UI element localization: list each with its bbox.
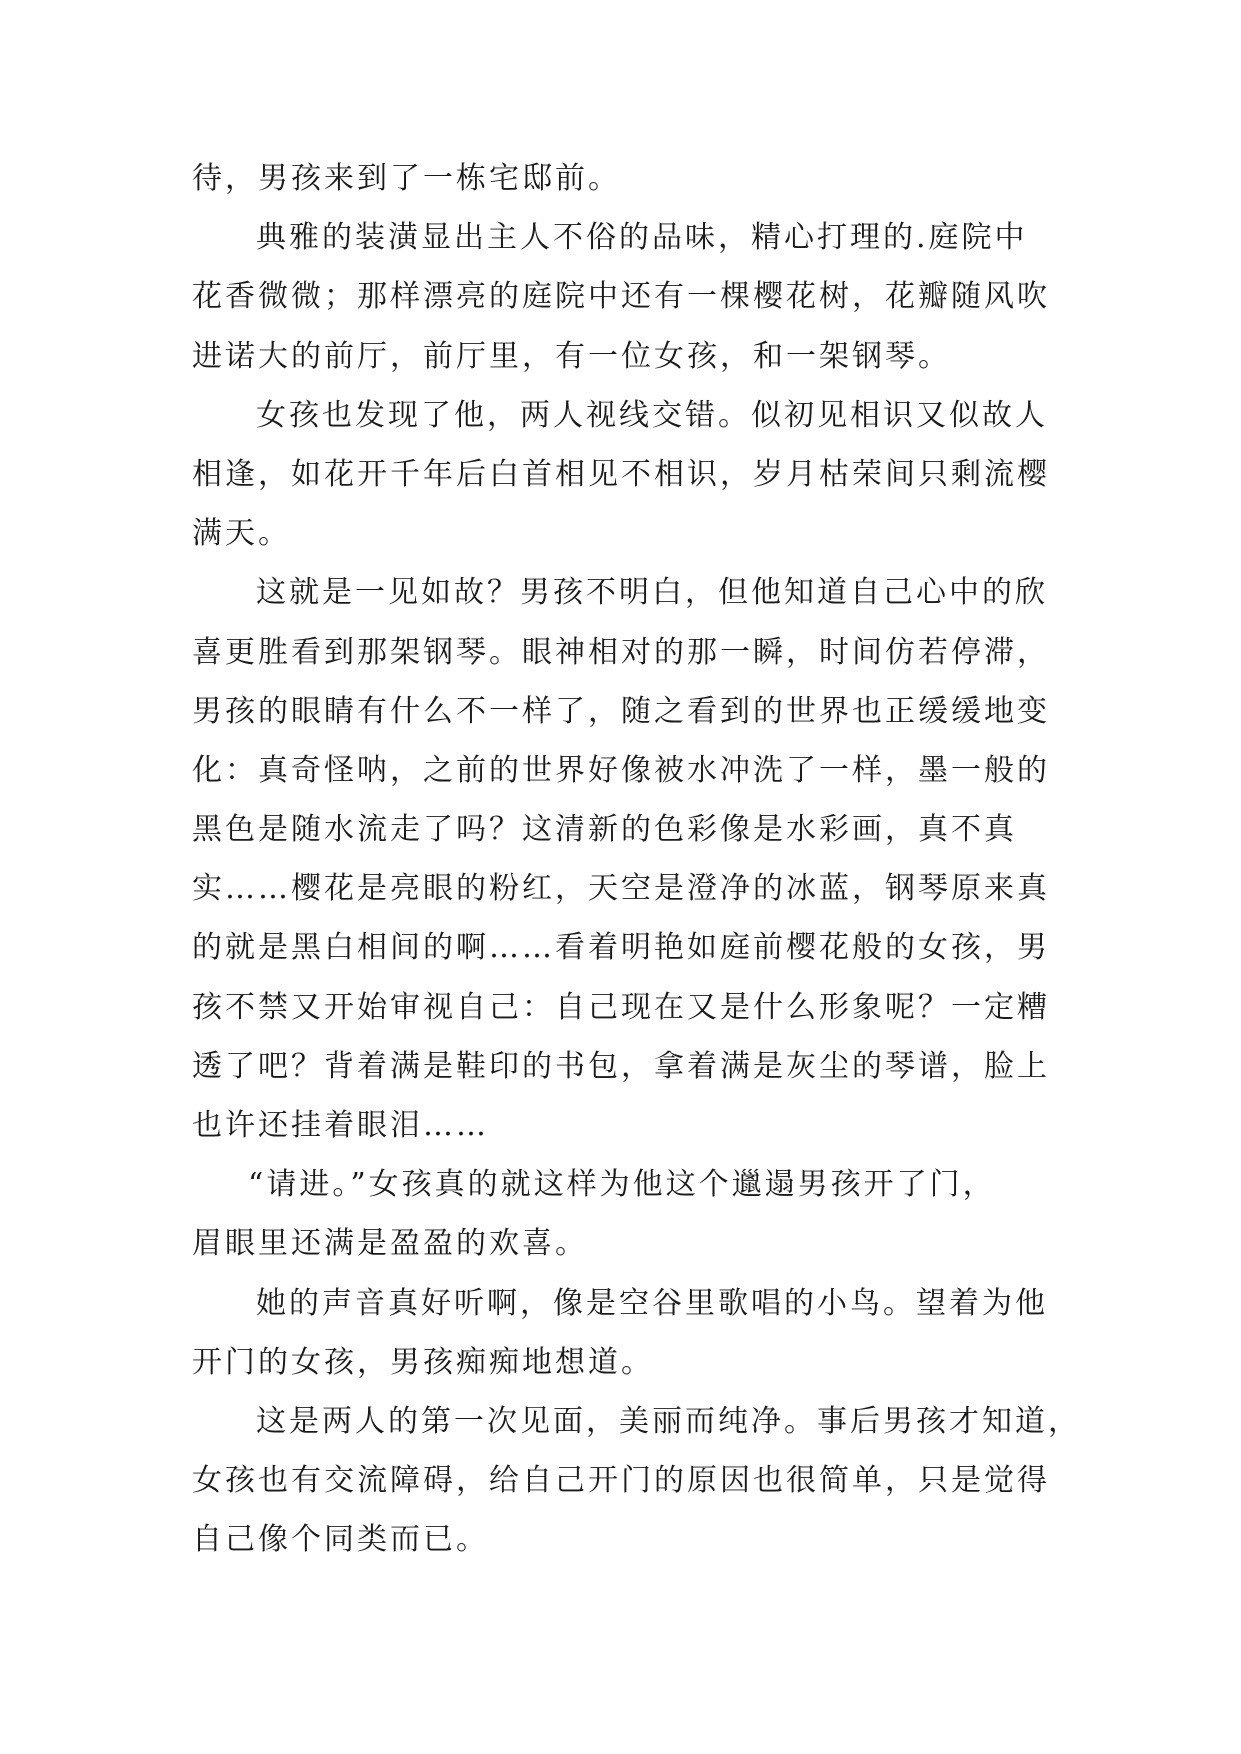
text-line: 透了吧？背着满是鞋印的书包，拿着满是灰尘的琴谱，脸上 bbox=[192, 1048, 1050, 1084]
text-line: “请进。”女孩真的就这样为他这个邋遢男孩开了门， bbox=[248, 1167, 996, 1203]
text-line: 开门的女孩，男孩痴痴地想道。 bbox=[192, 1344, 654, 1380]
text-line: 花香微微；那样漂亮的庭院中还有一棵樱花树，花瓣随风吹 bbox=[192, 279, 1050, 315]
text-line: 男孩的眼睛有什么不一样了，随之看到的世界也正缓缓地变 bbox=[192, 693, 1050, 729]
text-line: 相逢，如花开千年后白首相见不相识，岁月枯荣间只剩流樱 bbox=[192, 456, 1050, 492]
text-line: 实……樱花是亮眼的粉红，天空是澄净的冰蓝，钢琴原来真 bbox=[192, 871, 1050, 907]
text-line: 的就是黑白相间的啊……看着明艳如庭前樱花般的女孩，男 bbox=[192, 930, 1050, 966]
text-line: 化：真奇怪呐，之前的世界好像被水冲洗了一样，墨一般的 bbox=[192, 752, 1050, 788]
text-line: 自己像个同类而已。 bbox=[192, 1522, 489, 1558]
text-line: 她的声音真好听啊，像是空谷里歌唱的小鸟。望着为他 bbox=[256, 1285, 1048, 1321]
text-line: 孩不禁又开始审视自己：自己现在又是什么形象呢？一定糟 bbox=[192, 989, 1050, 1025]
text-line: 喜更胜看到那架钢琴。眼神相对的那一瞬，时间仿若停滞， bbox=[192, 634, 1050, 670]
text-line: 满天。 bbox=[192, 516, 291, 552]
text-line: 也许还挂着眼泪…… bbox=[192, 1108, 489, 1143]
text-line: 黑色是随水流走了吗？这清新的色彩像是水彩画，真不真 bbox=[192, 812, 1017, 848]
text-line: 典雅的装潢显出主人不俗的品味，精心打理的.庭院中 bbox=[256, 220, 1028, 256]
text-line: 待，男孩来到了一栋宅邸前。 bbox=[192, 161, 621, 196]
text-line: 女孩也发现了他，两人视线交错。似初见相识又似故人 bbox=[256, 397, 1048, 433]
text-line: 进诺大的前厅，前厅里，有一位女孩，和一架钢琴。 bbox=[192, 338, 951, 374]
text-line: 这是两人的第一次见面，美丽而纯净。事后男孩才知道， bbox=[256, 1403, 1081, 1439]
text-line: 眉眼里还满是盈盈的欢喜。 bbox=[192, 1226, 588, 1262]
text-line: 女孩也有交流障碍，给自己开门的原因也很简单，只是觉得 bbox=[192, 1463, 1050, 1499]
body-text bbox=[192, 161, 1081, 1583]
text-line: 这就是一见如故？男孩不明白，但他知道自己心中的欣 bbox=[256, 575, 1048, 611]
